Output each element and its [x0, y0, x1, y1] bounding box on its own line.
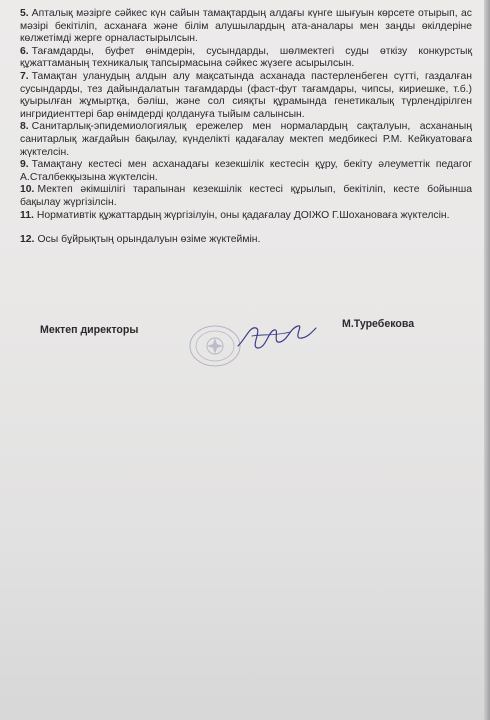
paragraph-10 — [20, 184, 472, 209]
document-body — [20, 8, 472, 247]
paragraph-number: 6. — [20, 45, 29, 57]
paragraph-number: 7. — [20, 70, 29, 82]
signatory-role: Мектеп директоры — [40, 324, 139, 336]
paragraph-text: Осы бұйрықтың орындалуын өзіме жүктеймін. — [37, 234, 261, 246]
paragraph-number: 12. — [20, 234, 35, 246]
handwritten-signature-icon — [232, 318, 318, 356]
paragraph-11 — [20, 210, 472, 223]
paragraph-gap — [20, 222, 472, 234]
paragraph-5 — [20, 8, 472, 46]
paragraph-7 — [20, 71, 472, 121]
paragraph-12 — [20, 234, 472, 247]
paragraph-text: Апталық мәзірге сәйкес күн сайын тамақтардың алдағы күнге шығуын көрсете отырып, ас мәзірі бекітіліп, асханаға және білім алушылардың ата-аналары мен заңды өкілдеріне көлжетімді жерге орналастырылсын. — [20, 8, 472, 45]
paragraph-text: Тамақтан уланудың алдын алу мақсатында асханада пастерленбеген сүтті, газдалған сусындарды, тез дайындалатын тағамдарды (фаст-фут тағамдары, чипсы, кириешке, т.б.) қуырылған жұмыртқа, бәліш, және сол сияқты құрамында генетикалық түрлендірілген ингридиенттері бар өнімдерді қолдануға тыйым салынсын. — [20, 70, 472, 120]
paragraph-text: Нормативтік құжаттардың жүргізілуін, оны қадағалау ДОІЖО Г.Шохановаға жүктелсін. — [36, 209, 450, 221]
paragraph-6 — [20, 46, 472, 71]
paragraph-text: Тамақтану кестесі мен асханадағы кезекшілік кестесін құру, бекіту әлеуметтік педагог А.Сталбекқызына жүктелсін. — [20, 159, 472, 183]
signature-block — [40, 318, 460, 378]
paragraph-9 — [20, 159, 472, 184]
paragraph-number: 11. — [20, 209, 34, 221]
paragraph-number: 10. — [20, 184, 35, 196]
paragraph-number: 5. — [20, 8, 29, 19]
paper-edge — [484, 0, 490, 720]
paragraph-text: Тағамдарды, буфет өнімдерін, сусындарды, шөлмектегі суды өткізу конкурстық құжаттаманың техникалық тапсырмасына сәйкес жүзеге асырылсын. — [20, 45, 472, 70]
paragraph-number: 9. — [20, 159, 29, 171]
paragraph-text: Санитарлық-эпидемиологиялық ережелер мен нормалардың сақталуын, асхананың санитарлық жағдайын бақылау, күнделікті қадағалау мектеп медбикесі Р.М. Кейкуатоваға жүктелсін. — [20, 121, 472, 158]
paragraph-text: Мектеп әкімшілігі тарапынан кезекшілік кестесі құрылып, бекітіліп, кесте бойынша бақылау жүргізілсін. — [20, 184, 472, 208]
paragraph-number: 8. — [20, 121, 29, 133]
paragraph-8 — [20, 121, 472, 159]
signatory-name: М.Туребекова — [342, 318, 415, 330]
